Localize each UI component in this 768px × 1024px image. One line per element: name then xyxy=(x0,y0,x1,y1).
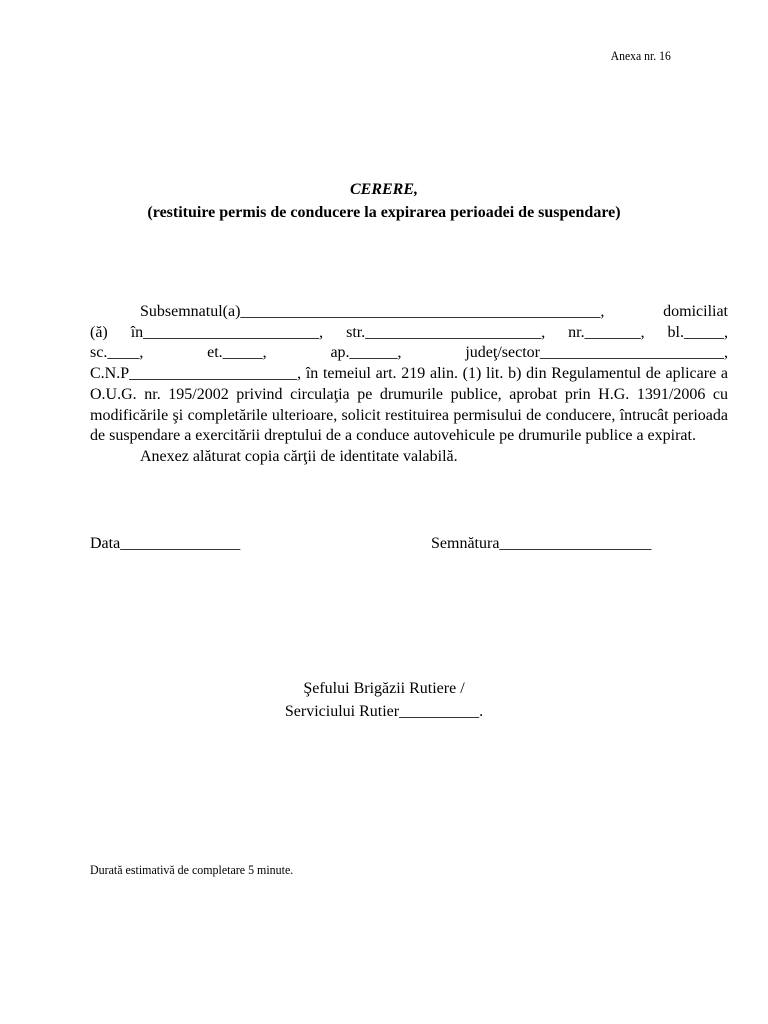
addressee-line-1: Şefului Brigăzii Rutiere / xyxy=(303,680,465,697)
body-line-building: sc.____, et._____, ap.______, judeţ/sector_______________________, xyxy=(90,344,728,362)
document-subtitle: (restituire permis de conducere la expirarea perioadei de suspendare) xyxy=(147,204,621,221)
title-block xyxy=(0,178,768,224)
request-body xyxy=(90,302,728,468)
signature-field: Semnătura___________________ xyxy=(431,535,652,552)
body-paragraph: C.N.P_____________________, în temeiul art. 219 alin. (1) lit. b) din Regulamentul de aplicare a O.U.G. nr. 195/2002 privind circulaţia pe drumurile publice, aprobat prin H.G. 1391/2006 cu modificările şi completările ulterioare, solicit restituirea permisului de conducere, întrucât perioada de suspendare a exercitării dreptului de a conduce autovehicule pe drumurile publice a expirat. xyxy=(90,365,728,445)
annex-number: Anexa nr. 16 xyxy=(610,48,671,63)
body-annex-line: Anexez alăturat copia cărţii de identitate valabilă. xyxy=(140,447,458,465)
addressee-block xyxy=(0,677,768,723)
document-title: CERERE, xyxy=(349,181,419,198)
body-line-name: Subsemnatul(a)_____________________________________________, domiciliat xyxy=(140,303,728,320)
addressee-line-2: Serviciului Rutier__________. xyxy=(284,703,484,720)
body-line-address: (ă) în______________________, str.______________________, nr._______, bl._____, xyxy=(90,323,728,341)
date-field: Data_______________ xyxy=(90,535,241,552)
completion-time-note: Durată estimativă de completare 5 minute. xyxy=(90,862,294,877)
